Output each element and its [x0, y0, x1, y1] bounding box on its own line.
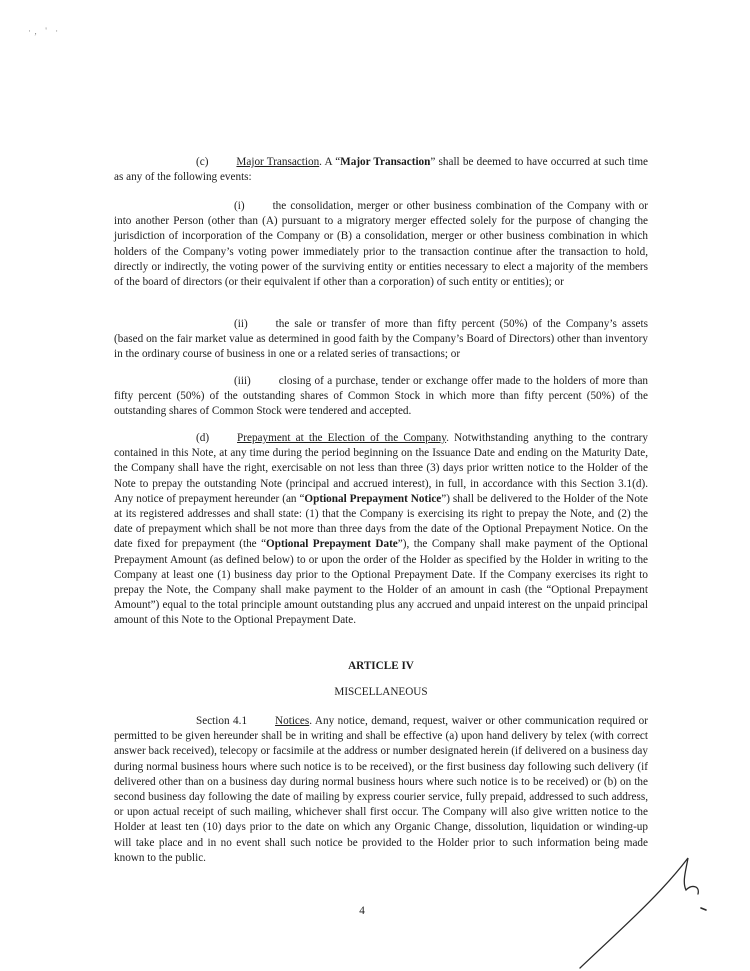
optional-prepayment-date-term: Optional Prepayment Date — [266, 538, 398, 551]
optional-prepayment-notice-term: Optional Prepayment Notice — [304, 492, 442, 505]
section-d-paragraph: (d) Prepayment at the Election of the Company. Notwithstanding anything to the contrary contained in this Note, at any time during the period beginning on the Issuance Date and ending on the Maturity Date, the Company shall have the right, exercisable on not less than three (3) days prior written notice to the Holder of the Note to prepay the outstanding Note (principal and accrued interest), in full, in accordance with this Section 3.1(d). Any notice of prepayment hereunder (an “Optional Prepayment Notice”) shall be delivered to the Holder of the Note at its registered addresses and shall state: (1) that the Company is exercising its right to prepay the Note, and (2) the date of prepayment which shall be not more than three days from the date of the Optional Prepayment Notice. On the date fixed for prepayment (the “Optional Prepayment Date”), the Company shall make payment of the Optional Prepayment Amount (as defined below) to or upon the order of the Holder as specified by the Holder in writing to the Company at least one (1) business day prior to the Optional Prepayment Date. If the Company exercises its right to prepay the Note, the Company shall make payment to the Holder of an amount in cash (the “Optional Prepayment Amount”) equal to the total principle amount outstanding plus any accrued and unpaid interest on the unpaid principal amount of this Note to the Optional Prepayment Date. — [114, 432, 649, 627]
section-c-iii-number: (iii) — [234, 375, 251, 387]
section-d-number: (d) — [196, 432, 210, 444]
section-c-iii-paragraph: (iii) closing of a purchase, tender or exchange offer made to the holders of more than fifty percent (50%) of the outstanding shares of Common Stock in which more than fifty percent (50%) of the outstanding shares of Common Stock were tendered and accepted. — [114, 375, 648, 418]
section-c-number: (c) — [196, 156, 209, 168]
section-c-heading: Major Transaction — [236, 156, 320, 168]
scan-artifacts: ·‚ ' · — [28, 26, 62, 36]
section-c-i-paragraph: (i) the consolidation, merger or other business combination of the Company with or into another Person (other than (A) pursuant to a migratory merger effected solely for the purpose of changing the jurisdiction of incorporation of the Company or (B) a consolidation, merger or other business combination in which holders of the Company’s voting power immediately prior to the transaction continue after the transaction to hold, directly or indirectly, the voting power of the surviving entity or entities necessary to elect a majority of the members of the board of directors (or their equivalent if other than a corporation) of such entity or entities); or — [114, 200, 648, 289]
section-4-1-number: Section 4.1 — [196, 715, 248, 727]
section-c-paragraph: (c) Major Transaction. A “Major Transaction” shall be deemed to have occurred at such time as any of the following events: — [114, 156, 648, 184]
article-title: ARTICLE IV — [348, 660, 414, 672]
page-number: 4 — [359, 905, 365, 917]
handwritten-initials — [560, 850, 720, 971]
section-c-ii-paragraph: (ii) the sale or transfer of more than fifty percent (50%) of the Company’s assets (based on the fair market value as determined in good faith by the Company’s Board of Directors) other than inventory in the ordinary course of business in one or a related series of transactions; or — [114, 318, 648, 361]
section-4-1-heading: Notices — [275, 715, 310, 727]
section-c-i-number: (i) — [234, 200, 245, 212]
section-c-defined-term: Major Transaction — [340, 156, 431, 168]
article-subtitle: MISCELLANEOUS — [334, 686, 428, 698]
section-4-1-paragraph: Section 4.1 Notices. Any notice, demand, request, waiver or other communication required or permitted to be given hereunder shall be in writing and shall be effective (a) upon hand delivery by telex (with correct answer back received), telecopy or facsimile at the address or number designated herein (if delivered on a business day during normal business hours where such notice is to be received), or the first business day following such delivery (if delivered other than on a business day during normal business hours where such notice is to be received) or (b) on the second business day following the date of mailing by express courier service, fully prepaid, addressed to such address, or upon actual receipt of such mailing, whichever shall first occur. The Company will also give written notice to the Holder at least ten (10) days prior to the date on which any Organic Change, dissolution, liquidation or winding-up will take place and in no event shall such notice be provided to the Holder prior to such information being made known to the public. — [114, 715, 648, 864]
section-c-ii-number: (ii) — [234, 318, 248, 330]
section-d-heading: Prepayment at the Election of the Company — [237, 432, 447, 444]
